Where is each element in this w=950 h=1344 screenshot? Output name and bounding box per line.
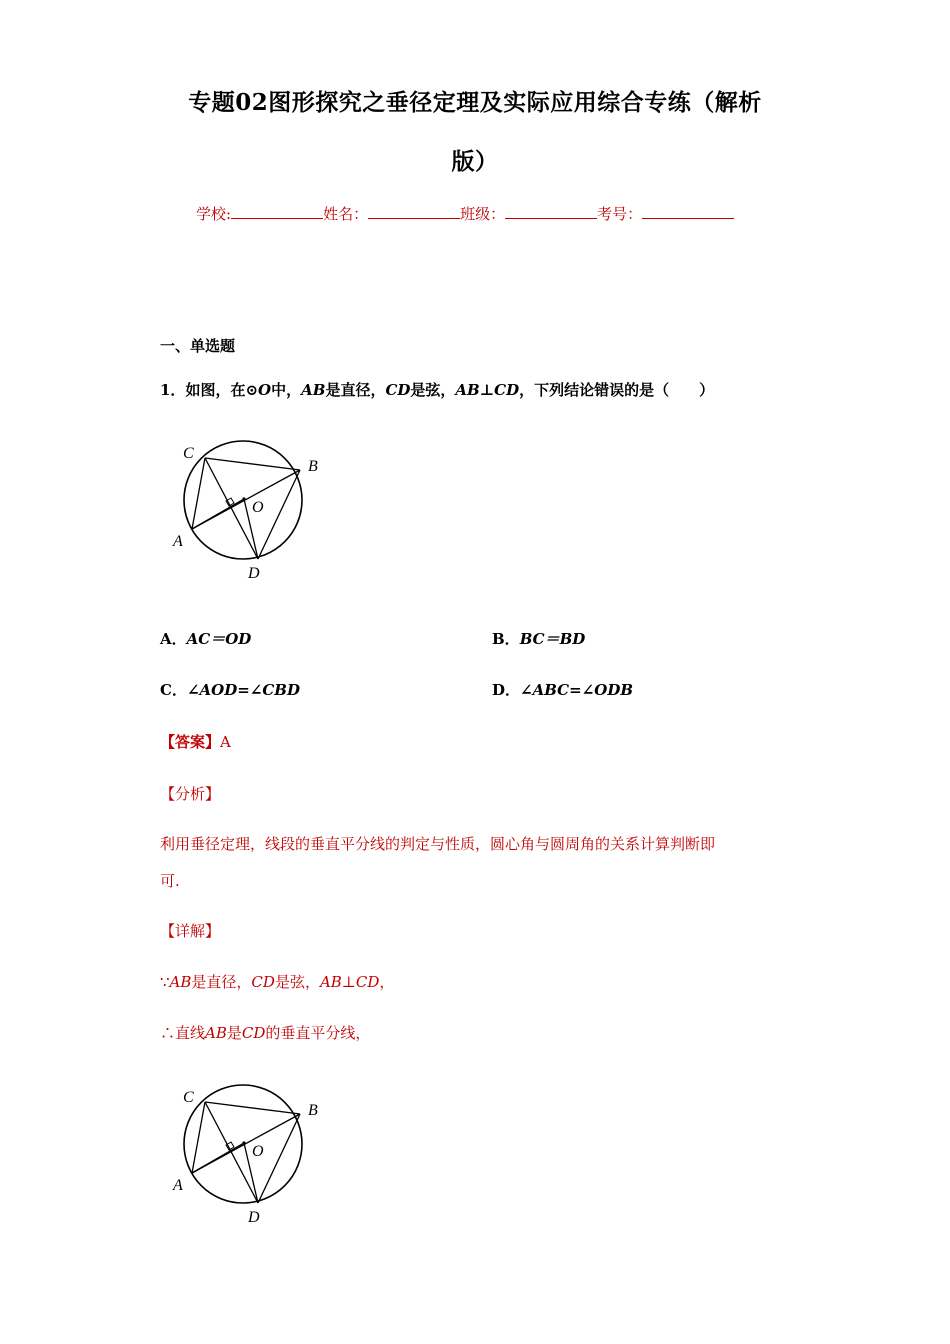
segment-cd-2 xyxy=(205,1102,258,1203)
label-a: A xyxy=(173,533,183,550)
segment-ao xyxy=(192,499,244,529)
class-label: 班级： xyxy=(460,205,506,223)
label-b: B xyxy=(308,458,318,475)
detail-tag: 【详解】 xyxy=(160,922,221,940)
label-d: D xyxy=(248,565,260,582)
page-title: 专题02图形探究之垂径定理及实际应用综合专练（解析 xyxy=(188,89,762,116)
option-c[interactable]: C．∠AOD=∠CBD xyxy=(160,681,300,699)
label-o-2: O xyxy=(252,1143,264,1160)
answer-tag: 【答案】 xyxy=(160,733,221,751)
analysis-line1: 利用垂径定理，线段的垂直平分线的判定与性质，圆心角与圆周角的关系计算判断即 xyxy=(160,835,716,853)
center-dot xyxy=(242,497,245,500)
label-o: O xyxy=(252,499,264,516)
label-a-2: A xyxy=(173,1177,183,1194)
answer-line xyxy=(160,731,231,752)
segment-ao-2 xyxy=(192,1143,244,1173)
section-heading: 一、单选题 xyxy=(160,337,236,355)
center-dot-2 xyxy=(242,1141,245,1144)
question-text: 1．如图，在⊙O中，AB是直径，CD是弦，AB⊥CD，下列结论错误的是（ ） xyxy=(160,381,715,399)
number-blank[interactable] xyxy=(642,204,734,219)
segment-bd xyxy=(258,470,300,559)
option-a[interactable]: A．AC＝OD xyxy=(160,630,252,648)
label-c-2: C xyxy=(183,1089,194,1106)
circle-figure-2 xyxy=(160,1069,340,1229)
page-title-cont: 版） xyxy=(451,148,499,175)
option-d[interactable]: D．∠ABC=∠ODB xyxy=(492,681,634,699)
school-blank[interactable] xyxy=(231,204,323,219)
detail-line2: ∴直线AB是CD的垂直平分线， xyxy=(160,1024,371,1042)
number-label: 考号： xyxy=(597,205,643,223)
class-blank[interactable] xyxy=(505,204,597,219)
segment-bd-2 xyxy=(258,1114,300,1203)
circle-figure xyxy=(160,425,340,585)
school-label: 学校: xyxy=(196,205,232,223)
label-d-2: D xyxy=(248,1209,260,1226)
name-label: 姓名： xyxy=(323,205,369,223)
option-b[interactable]: B．BC＝BD xyxy=(492,630,586,648)
answer-value: A xyxy=(220,733,231,751)
label-c: C xyxy=(183,445,194,462)
analysis-line2: 可. xyxy=(160,872,180,890)
segment-cd xyxy=(205,458,258,559)
detail-line1: ∵AB是直径，CD是弦，AB⊥CD， xyxy=(160,973,395,991)
name-blank[interactable] xyxy=(368,204,460,219)
analysis-tag: 【分析】 xyxy=(160,785,221,803)
student-info-line xyxy=(196,203,734,224)
label-b-2: B xyxy=(308,1102,318,1119)
